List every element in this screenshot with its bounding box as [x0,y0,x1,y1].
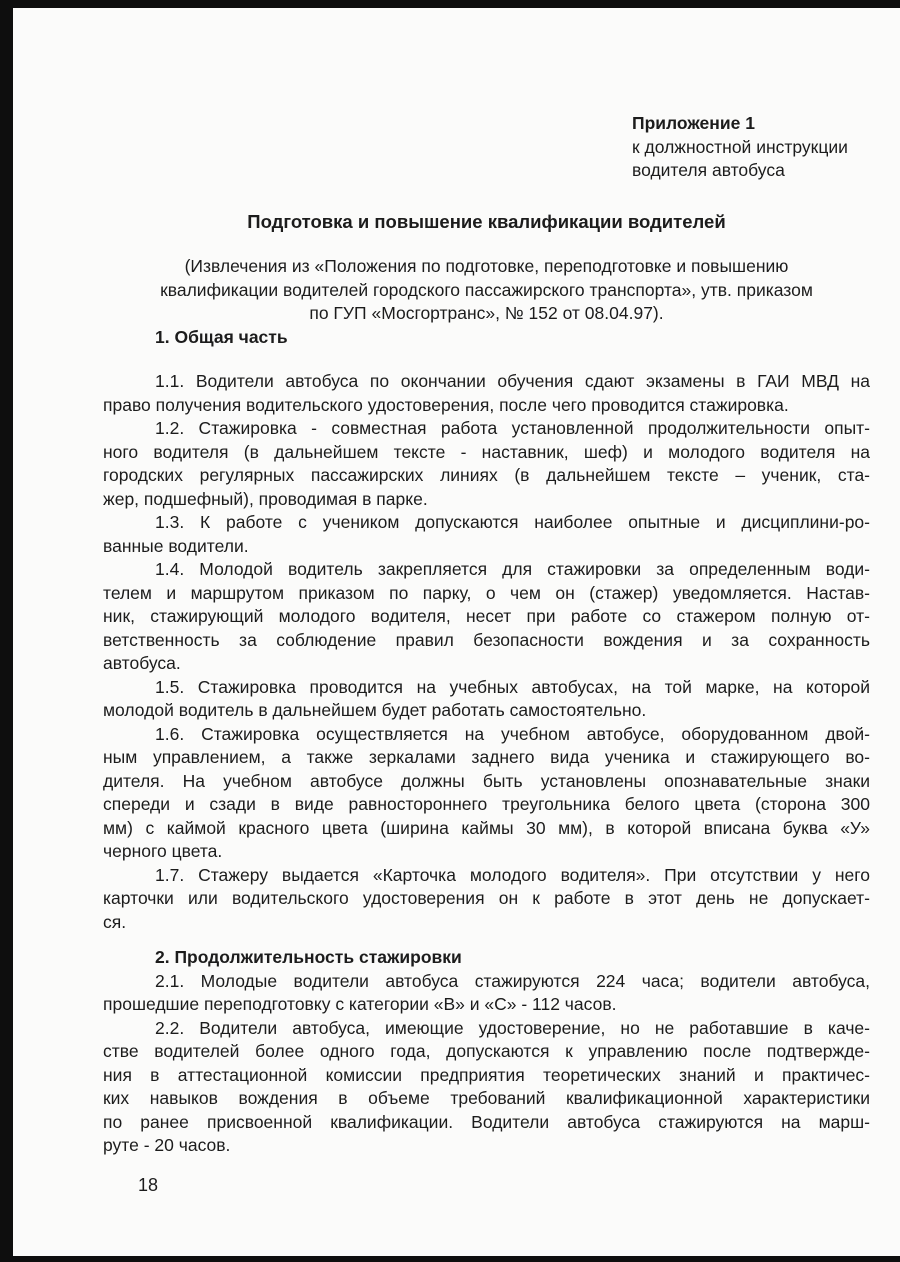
text-line: ник, стажирующий молодого водителя, несет при работе со стажером полную от- [103,606,870,626]
text-line: черного цвета. [103,841,223,861]
text-line: 1.1. Водители автобуса по окончании обучения сдают экзамены в ГАИ МВД на [155,371,870,391]
sections-container [103,326,870,1158]
text-line: право получения водительского удостоверения, после чего проводится стажировка. [103,394,789,415]
text-line: 1.7. Стажеру выдается «Карточка молодого водителя». При отсутствии у него [155,864,870,885]
paragraph [103,558,870,676]
text-line: 2.1. Молодые водители автобуса стажируются 224 часа; водители автобуса, [155,970,870,991]
appendix-line-2: к должностной инструкции [632,136,848,157]
text-line: 1.3. К работе с учеником допускаются наиболее опытные и дисциплини-ро- [155,512,870,532]
text-line: 2.2. Водители автобуса, имеющие удостоверение, но не работавшие в каче- [155,1017,870,1038]
text-line: руте - 20 часов. [103,1135,231,1155]
text-line: ным управлением, а также зеркалами заднего вида ученика и стажирующего во- [103,747,870,767]
appendix-line-1: Приложение 1 [632,113,755,133]
text-line: ванные водители. [103,535,249,556]
appendix-block [632,112,870,183]
intro-line: (Извлечения из «Положения по подготовке, переподготовке и повышению [184,256,789,276]
paragraph [103,864,870,935]
text-line: молодой водитель в дальнейшем будет работать самостоятельно. [103,700,647,720]
text-line: ного водителя (в дальнейшем тексте - наставник, шеф) и молодого водителя на [103,441,870,462]
paragraph [103,970,870,1017]
text-line: 1.5. Стажировка проводится на учебных автобусах, на той марке, на которой [155,676,870,697]
text-line: по ранее присвоенной квалификации. Водители автобуса стажируются на марш- [103,1111,870,1132]
text-line: ких навыков вождения в объеме требований квалификационной характеристики [103,1088,870,1108]
text-line: 1.2. Стажировка - совместная работа установленной продолжительности опыт- [155,418,870,438]
text-line: прошедшие переподготовку с категории «В» и «С» - 112 часов. [103,994,617,1014]
scan-border-left [0,0,13,1262]
text-line: карточки или водительского удостоверения он к работе в этот день не допускает- [103,888,870,908]
intro-paragraph [103,255,870,326]
text-line: дителя. На учебном автобусе должны быть установлены опознавательные знаки [103,770,870,791]
text-line: городских регулярных пассажирских линиях (в дальнейшем тексте – ученик, ста- [103,465,870,485]
section-2 [103,946,870,1158]
section-1 [103,326,870,935]
text-line: 1.6. Стажировка осуществляется на учебном автобусе, оборудованном двой- [155,723,870,744]
paragraph [103,417,870,511]
text-line: автобуса. [103,653,181,673]
scan-border-top [0,0,900,8]
text-line: жер, подшефный), проводимая в парке. [103,488,428,509]
text-line: ся. [103,911,127,932]
section-heading: 2. Продолжительность стажировки [155,947,462,967]
paragraph [103,511,870,558]
text-line: 1.4. Молодой водитель закрепляется для стажировки за определенным води- [155,559,870,579]
text-line: телем и маршрутом приказом по парку, о чем он (стажер) уведомляется. Настав- [103,582,870,603]
text-line: ния в аттестационной комиссии предприятия теоретических знаний и практичес- [103,1064,870,1085]
section-heading: 1. Общая часть [155,326,288,347]
paragraph [103,676,870,723]
intro-line: по ГУП «Мосгортранс», № 152 от 08.04.97). [309,303,664,323]
paragraph [103,370,870,417]
appendix-line-3: водителя автобуса [632,160,785,180]
paragraph [103,723,870,864]
intro-line: квалификации водителей городского пассажирского транспорта», утв. приказом [160,279,813,300]
page-number: 18 [138,1174,159,1195]
text-line: спереди и сзади в виде равностороннего треугольника белого цвета (сторона 300 [103,794,870,814]
paragraph [103,1017,870,1158]
page-content [103,112,870,1197]
scan-border-bottom [0,1256,900,1262]
text-line: стве водителей более одного года, допускаются к управлению после подтвержде- [103,1041,870,1061]
text-line: мм) с каймой красного цвета (ширина каймы 30 мм), в которой вписана буква «У» [103,817,870,838]
document-title: Подготовка и повышение квалификации водителей [247,210,726,232]
text-line: ветственность за соблюдение правил безопасности вождения и за сохранность [103,629,870,650]
